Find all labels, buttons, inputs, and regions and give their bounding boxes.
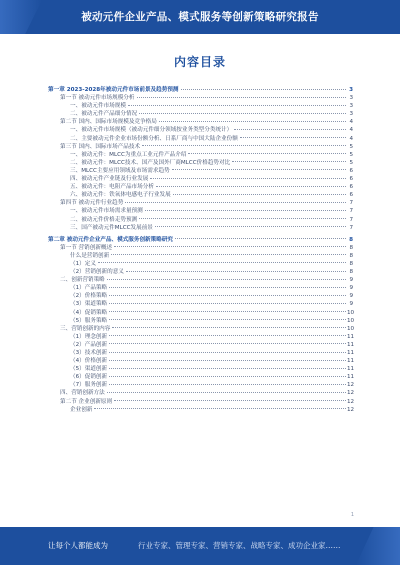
- toc-leader-dots: [240, 137, 346, 138]
- toc-leader-dots: [109, 295, 346, 296]
- toc-leader-dots: [109, 303, 346, 304]
- toc-subsection[interactable]: [48, 151, 353, 159]
- toc-leader-dots: [150, 178, 346, 179]
- toc-leader-dots: [156, 186, 346, 187]
- toc-leader-dots: [232, 161, 346, 162]
- toc-entry-text: （5）渠道创新: [70, 366, 108, 373]
- toc-entry-text: 第二章 被动元件企业产品、模式服务创新策略研究: [48, 236, 174, 243]
- toc-page-number: 12: [347, 398, 355, 405]
- toc-leader-dots: [155, 226, 346, 227]
- toc-subsection[interactable]: [48, 341, 353, 349]
- footer-roles-text: 行业专家、管理专家、营销专家、战略专家、成功企业家……: [138, 541, 341, 550]
- toc-page-number: 3: [349, 95, 353, 102]
- footer-decoration: [356, 527, 400, 565]
- toc-entry-text: （3）技术创新: [70, 350, 108, 356]
- toc-section[interactable]: [48, 325, 353, 333]
- toc-entry-text: 第一章 2023-2028年被动元件市场前景及趋势预测: [48, 87, 179, 93]
- toc-leader-dots: [109, 311, 346, 312]
- toc-leader-dots: [173, 194, 346, 195]
- toc-subsection[interactable]: [48, 373, 353, 381]
- toc-page-number: 8: [349, 269, 353, 276]
- toc-subsection[interactable]: [48, 102, 353, 110]
- toc-entry-text: （1）产品策略: [70, 285, 108, 292]
- toc-leader-dots: [188, 153, 346, 154]
- page-number: 1: [350, 512, 354, 518]
- toc-subsection[interactable]: [48, 365, 353, 373]
- toc-entry-text: 四、营销创新方法: [60, 390, 105, 397]
- toc-page-number: 6: [349, 167, 353, 174]
- toc-leader-dots: [107, 279, 346, 280]
- toc-subsection[interactable]: [48, 175, 353, 183]
- toc-entry-text: （3）渠道策略: [70, 301, 108, 308]
- toc-page-number: 9: [349, 301, 353, 308]
- toc-subsection[interactable]: [48, 333, 353, 341]
- toc-entry-text: 五、被动元件：电阻产品市场分析: [70, 184, 154, 191]
- toc-leader-dots: [109, 287, 346, 288]
- toc-subsection[interactable]: [48, 381, 353, 389]
- toc-entry-text: 二、被动元件产品细分情况: [70, 111, 138, 118]
- toc-leader-dots: [98, 262, 346, 263]
- toc-entry-text: 三、营销创新的内容: [60, 325, 111, 332]
- toc-subsection[interactable]: [48, 268, 353, 276]
- toc-leader-dots: [142, 145, 346, 146]
- toc-leader-dots: [109, 319, 346, 320]
- toc-subsection[interactable]: [48, 110, 353, 118]
- toc-leader-dots: [107, 392, 346, 393]
- toc-entry-text: 六、被动元件：铁氧体电感电子行业发展: [70, 192, 171, 199]
- toc-entry-text: 第四节 被动元件行业趋势: [60, 200, 124, 207]
- toc-page-number: 5: [349, 143, 353, 150]
- toc-entry-text: 第一节 营销创新概述: [60, 244, 113, 251]
- toc-page-number: 12: [347, 390, 355, 397]
- toc-subsection[interactable]: [48, 167, 353, 175]
- toc-page-number: 4: [349, 127, 353, 134]
- toc-page-number: 6: [349, 184, 353, 191]
- toc-page-number: 11: [347, 366, 355, 373]
- toc-entry-text: 第二节 国内、国际市场规模及竞争格局: [60, 119, 157, 126]
- toc-section[interactable]: [48, 389, 353, 397]
- toc-leader-dots: [126, 271, 346, 272]
- toc-entry-text: 第二节 企业创新原则: [60, 398, 113, 405]
- toc-leader-dots: [139, 113, 346, 114]
- toc-page-number: 11: [347, 333, 355, 340]
- toc-page-number: 8: [349, 236, 353, 243]
- toc-chapter[interactable]: [48, 86, 353, 94]
- page-header: [0, 0, 400, 34]
- page-footer: [0, 527, 400, 565]
- toc-section[interactable]: [48, 118, 353, 126]
- toc-leader-dots: [139, 218, 346, 219]
- toc-page-number: 10: [347, 317, 355, 324]
- toc-page-number: 3: [349, 87, 353, 93]
- toc-leader-dots: [175, 238, 346, 239]
- toc-subsection[interactable]: [48, 191, 353, 199]
- toc-entry-text: 三、MLCC主要应用领域及市场需求趋势: [70, 167, 170, 174]
- toc-page-number: 7: [349, 200, 353, 207]
- toc-leader-dots: [109, 360, 346, 361]
- toc-page-number: 7: [349, 208, 353, 215]
- toc-subsection[interactable]: [48, 349, 353, 357]
- toc-page-number: 11: [347, 341, 355, 348]
- toc-leader-dots: [112, 327, 346, 328]
- toc-subsection[interactable]: [48, 216, 353, 224]
- toc-chapter[interactable]: [48, 236, 353, 244]
- footer-lead-text: 让每个人都能成为: [48, 541, 108, 550]
- toc-entry-text: （2）营销创新的意义: [70, 269, 124, 276]
- toc-entry-text: 一、被动元件市场规模: [70, 103, 126, 110]
- toc-leader-dots: [109, 384, 346, 385]
- toc-entry-text: （2）产品创新: [70, 341, 108, 348]
- toc-subsection[interactable]: [48, 224, 353, 232]
- toc-entry-text: （5）服务策略: [70, 317, 108, 324]
- toc-page-number: 9: [349, 285, 353, 292]
- toc-section[interactable]: [48, 94, 353, 102]
- toc-entry-text: 四、被动元件产业链及行业发展: [70, 176, 149, 183]
- toc-subsection[interactable]: [48, 252, 353, 260]
- toc-page-number: 3: [349, 111, 353, 118]
- toc-section[interactable]: [48, 143, 353, 151]
- toc-entry-text: （1）理念创新: [70, 333, 108, 340]
- toc-entry-text: （7）服务创新: [70, 382, 108, 389]
- toc-leader-dots: [94, 408, 346, 409]
- toc-page-number: 5: [349, 151, 353, 158]
- toc-entry-text: （6）促销创新: [70, 374, 108, 381]
- toc-leader-dots: [172, 169, 346, 170]
- toc-page-number: 4: [349, 119, 353, 126]
- toc-leader-dots: [109, 352, 346, 353]
- toc-page-number: 8: [349, 260, 353, 267]
- toc-page-number: 6: [349, 176, 353, 183]
- toc-subsection[interactable]: [48, 260, 353, 268]
- toc-leader-dots: [137, 97, 347, 98]
- toc-page-number: 3: [349, 103, 353, 110]
- toc-section[interactable]: [48, 276, 353, 284]
- toc-page-number: 9: [349, 277, 353, 284]
- toc-leader-dots: [145, 210, 346, 211]
- toc-entry-text: 一、被动元件：MLCC为重点工业元件产品介绍: [70, 151, 187, 158]
- toc-entry-text: 一、被动元件市场规模（被动元件细分领域按业务类型分类统计）: [70, 127, 233, 134]
- toc-leader-dots: [128, 105, 346, 106]
- toc-entry-text: （2）价格策略: [70, 293, 108, 300]
- toc-entry-text: 企业创新: [70, 406, 93, 413]
- toc-page-number: 11: [347, 350, 355, 356]
- toc-leader-dots: [114, 246, 346, 247]
- toc-page-number: 9: [349, 293, 353, 300]
- toc-page-number: 12: [347, 406, 355, 413]
- toc-subsection[interactable]: [48, 284, 353, 292]
- toc-leader-dots: [109, 335, 346, 336]
- toc-entry-text: 二、创新营销策略: [60, 277, 105, 284]
- toc-subsection[interactable]: [48, 292, 353, 300]
- toc-page-number: 8: [349, 244, 353, 251]
- report-title: 被动元件企业产品、模式服务等创新策略研究报告: [81, 11, 319, 23]
- toc-leader-dots: [125, 202, 346, 203]
- toc-subsection[interactable]: [48, 309, 353, 317]
- toc-page-number: 7: [349, 224, 353, 231]
- toc-page-number: 11: [347, 358, 355, 365]
- toc-subsection[interactable]: [48, 183, 353, 191]
- toc-entry-text: （4）价格创新: [70, 358, 108, 365]
- toc-subsection[interactable]: [48, 406, 353, 414]
- toc-page-number: 6: [349, 192, 353, 199]
- toc-page-number: 11: [347, 374, 355, 381]
- toc-entry-text: （1）定义: [70, 260, 96, 267]
- toc-page-number: 7: [349, 216, 353, 223]
- table-of-contents: [48, 86, 353, 414]
- toc-section[interactable]: [48, 398, 353, 406]
- toc-leader-dots: [181, 89, 346, 90]
- toc-entry-text: 第三节 国内、国际市场产品技术: [60, 143, 141, 150]
- toc-leader-dots: [111, 254, 346, 255]
- toc-subsection[interactable]: [48, 207, 353, 215]
- toc-page-number: 5: [349, 159, 353, 166]
- toc-entry-text: （4）促销策略: [70, 309, 108, 316]
- toc-entry-text: 第一节 被动元件市场规模分析: [60, 95, 135, 102]
- toc-leader-dots: [109, 343, 346, 344]
- toc-leader-dots: [109, 376, 346, 377]
- toc-leader-dots: [159, 121, 346, 122]
- toc-section[interactable]: [48, 244, 353, 252]
- toc-entry-text: 什么是营销创新: [70, 252, 110, 259]
- toc-subsection[interactable]: [48, 135, 353, 143]
- toc-page-number: 8: [349, 252, 353, 259]
- toc-leader-dots: [109, 368, 346, 369]
- toc-page-number: 4: [349, 135, 353, 142]
- toc-leader-dots: [234, 129, 346, 130]
- toc-entry-text: 一、被动元件市场需求量预测: [70, 208, 143, 215]
- toc-entry-text: 二、被动元件：MLCC技术、国产及国外厂商MLCC价格趋势对比: [70, 159, 231, 166]
- toc-entry-text: 二、主要被动元件企业市场份额分析、日系厂商与中国大陆企业份额: [70, 135, 238, 142]
- toc-subsection[interactable]: [48, 317, 353, 325]
- toc-subsection[interactable]: [48, 357, 353, 365]
- toc-heading: 内容目录: [173, 55, 226, 69]
- toc-entry-text: 三、国产被动元件MLCC发展前景: [70, 224, 153, 231]
- toc-subsection[interactable]: [48, 126, 353, 134]
- toc-section[interactable]: [48, 199, 353, 207]
- toc-page-number: 10: [347, 309, 355, 316]
- toc-leader-dots: [114, 400, 346, 401]
- toc-page-number: 12: [347, 382, 355, 389]
- toc-subsection[interactable]: [48, 300, 353, 308]
- toc-entry-text: 二、被动元件价格走势预测: [70, 216, 138, 223]
- toc-subsection[interactable]: [48, 159, 353, 167]
- toc-page-number: 10: [347, 325, 355, 332]
